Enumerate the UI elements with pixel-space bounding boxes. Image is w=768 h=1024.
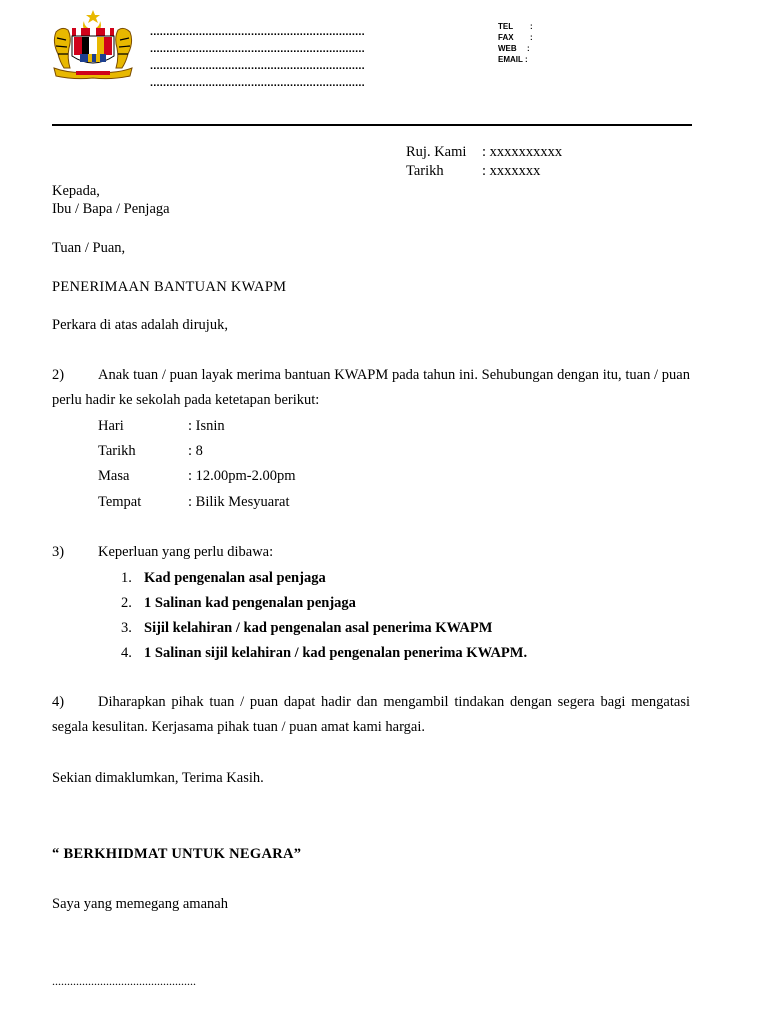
recipient-addressee: Ibu / Bapa / Penjaga — [52, 201, 170, 217]
paragraph-3-intro: Keperluan yang perlu dibawa: — [98, 544, 274, 560]
list-item-3: Sijil kelahiran / kad pengenalan asal penerima KWAPM — [144, 620, 493, 636]
detail-masa-label: Masa — [98, 468, 130, 484]
recipient-to: Kepada, — [52, 183, 100, 199]
paragraph-4 — [52, 690, 690, 740]
list-item-1-number: 1. — [121, 570, 132, 586]
detail-hari-value: : Isnin — [188, 418, 225, 434]
signature-line: ................................................ — [52, 974, 196, 988]
address-line-2: .................................................................. — [150, 43, 365, 55]
detail-tempat-value: : Bilik Mesyuarat — [188, 494, 290, 510]
signoff: Saya yang memegang amanah — [52, 896, 228, 912]
coat-of-arms-emblem — [50, 8, 136, 80]
list-item-4-number: 4. — [121, 645, 132, 661]
contact-email-label: EMAIL — [498, 55, 523, 64]
opening-line: Perkara di atas adalah dirujuk, — [52, 317, 228, 333]
address-line-3: .................................................................. — [150, 60, 365, 72]
detail-masa-value: : 12.00pm-2.00pm — [188, 468, 296, 484]
detail-tempat-label: Tempat — [98, 494, 142, 510]
subject: PENERIMAAN BANTUAN KWAPM — [52, 279, 287, 295]
address-line-4: .................................................................. — [150, 77, 365, 89]
list-item-4: 1 Salinan sijil kelahiran / kad pengenalan penerima KWAPM. — [144, 645, 528, 661]
contact-tel-label: TEL — [498, 22, 514, 31]
closing-line: Sekian dimaklumkan, Terima Kasih. — [52, 770, 264, 786]
contact-block — [498, 21, 533, 65]
ref-tarikh-label: Tarikh — [406, 163, 444, 179]
contact-tel-sep: : — [530, 22, 533, 31]
detail-tarikh-value: : 8 — [188, 443, 203, 459]
contact-fax-label: FAX — [498, 33, 514, 42]
paragraph-2 — [52, 363, 690, 413]
paragraph-4-text: Diharapkan pihak tuan / puan dapat hadir dan mengambil tindakan dengan segera bagi mengatasi segala kesulitan. Kerjasama pihak tuan / puan amat kami hargai. — [52, 694, 690, 735]
motto: “ BERKHIDMAT UNTUK NEGARA” — [52, 846, 302, 862]
paragraph-2-number: 2) — [52, 367, 65, 383]
detail-tarikh-label: Tarikh — [98, 443, 136, 459]
letterhead-divider — [52, 124, 692, 126]
list-item-2-number: 2. — [121, 595, 132, 611]
ref-tarikh-value: : xxxxxxx — [482, 163, 541, 179]
paragraph-2-text: Anak tuan / puan layak merima bantuan KWAPM pada tahun ini. Sehubungan dengan itu, tuan / puan perlu hadir ke sekolah pada ketetapan berikut: — [52, 367, 690, 408]
address-line-1: .................................................................. — [150, 26, 365, 38]
contact-web-sep: : — [527, 44, 530, 53]
salutation: Tuan / Puan, — [52, 240, 126, 256]
list-item-2: 1 Salinan kad pengenalan penjaga — [144, 595, 356, 611]
contact-web-label: WEB — [498, 44, 517, 53]
paragraph-3-number: 3) — [52, 544, 65, 560]
contact-email-sep: : — [524, 55, 528, 64]
paragraph-4-number: 4) — [52, 694, 65, 710]
ref-ruj-label: Ruj. Kami — [406, 144, 467, 160]
ref-ruj-value: : xxxxxxxxxx — [482, 144, 563, 160]
list-item-3-number: 3. — [121, 620, 132, 636]
list-item-1: Kad pengenalan asal penjaga — [144, 570, 326, 586]
detail-hari-label: Hari — [98, 418, 124, 434]
contact-fax-sep: : — [530, 33, 533, 42]
